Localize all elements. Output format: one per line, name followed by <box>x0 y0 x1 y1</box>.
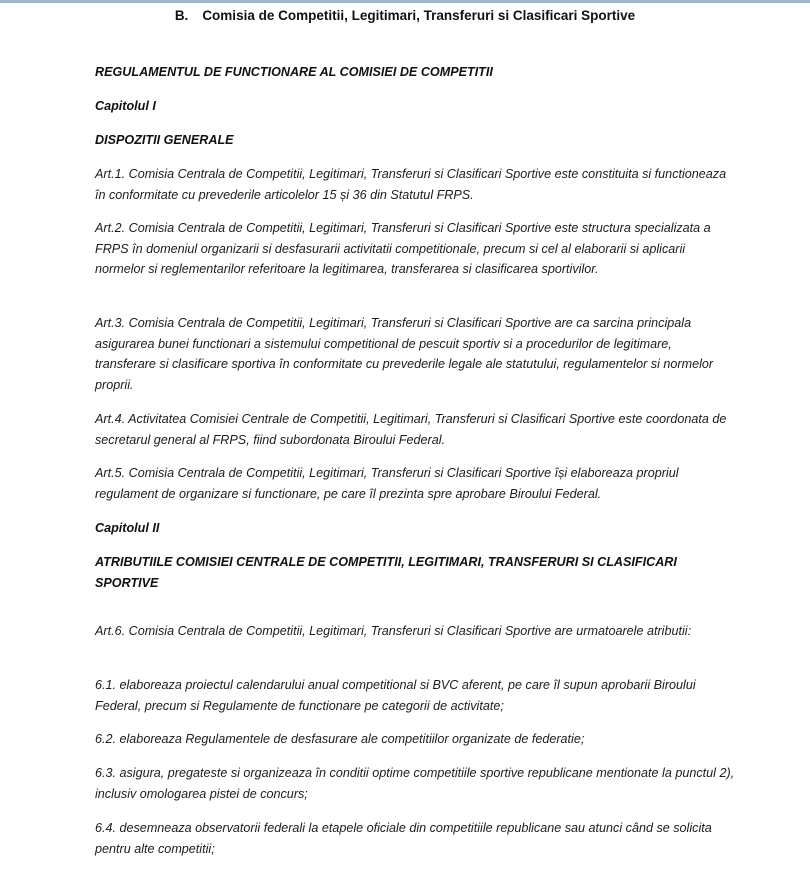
point-6-4 <box>95 818 735 859</box>
article-4-text: Art.4. Activitatea Comisiei Centrale de Competitii, Legitimari, Transferuri si Clasificari Sportive este coordonata de secretarul general al FRPS, fiind subordonata Biroului Federal. <box>95 412 727 447</box>
chapter-1-label: Capitolul I <box>95 99 156 113</box>
article-2-text: Art.2. Comisia Centrala de Competitii, Legitimari, Transferuri si Clasificari Sportive este structura specializata a FRPS în domeniul organizarii si desfasurarii activitatii competitionale, precum si cel al elaborarii si aplicarii normelor si reglementarilor referitoare la legitimarea, transferarea si clasificarea sportivilor. <box>95 221 711 276</box>
section-header <box>0 8 810 23</box>
point-6-3-text: 6.3. asigura, pregateste si organizeaza în conditii optime competitiile sportive republicane mentionate la punctul 2), inclusiv omologarea pistei de concurs; <box>95 766 735 801</box>
section-title: Comisia de Competitii, Legitimari, Transferuri si Clasificari Sportive <box>202 8 636 23</box>
point-6-2-text: 6.2. elaboreaza Regulamentele de desfasurare ale competitiilor organizate de federatie; <box>95 732 585 746</box>
point-6-1 <box>95 675 735 716</box>
chapter-1-heading: DISPOZITII GENERALE <box>95 133 234 147</box>
article-5-text: Art.5. Comisia Centrala de Competitii, Legitimari, Transferuri si Clasificari Sportive își elaboreaza propriul regulament de organizare si functionare, pe care îl prezinta spre aprobare Biroului Federal. <box>95 466 679 501</box>
point-6-1-text: 6.1. elaboreaza proiectul calendarului anual competitional si BVC aferent, pe care îl supun aprobarii Biroului Federal, precum si Regulamente de functionare pe categorii de activitate; <box>95 678 696 713</box>
article-3 <box>95 313 735 395</box>
point-6-3 <box>95 763 735 804</box>
regulament-title: REGULAMENTUL DE FUNCTIONARE AL COMISIEI DE COMPETITII <box>95 65 493 79</box>
section-letter: B. <box>174 8 189 23</box>
article-4 <box>95 409 735 450</box>
article-3-text: Art.3. Comisia Centrala de Competitii, Legitimari, Transferuri si Clasificari Sportive are ca sarcina principala asigurarea bunei functionari a sistemului competitional de pescuit sportiv si a procedurilor de legitimare, transferare si clasificare sportiva în conformitate cu prevederile legale ale statutului, regulamentelor si normelor proprii. <box>95 316 714 392</box>
article-6-text: Art.6. Comisia Centrala de Competitii, Legitimari, Transferuri si Clasificari Sportive are urmatoarele atributii: <box>95 624 692 638</box>
article-1-text: Art.1. Comisia Centrala de Competitii, Legitimari, Transferuri si Clasificari Sportive este constituita si functioneaza în conformitate cu prevederile articolelor 15 și 36 din Statutul FRPS. <box>95 167 727 202</box>
article-1 <box>95 164 735 205</box>
point-6-2 <box>95 729 735 750</box>
article-2 <box>95 218 735 280</box>
point-6-4-text: 6.4. desemneaza observatorii federali la etapele oficiale din competitiile republicane sau atunci când se solicita pentru alte competitii; <box>95 821 712 856</box>
article-6 <box>95 621 735 642</box>
chapter-2-heading: ATRIBUTIILE COMISIEI CENTRALE DE COMPETITII, LEGITIMARI, TRANSFERURI SI CLASIFICARI SPORTIVE <box>95 555 677 590</box>
article-5 <box>95 463 735 504</box>
chapter-2-label: Capitolul II <box>95 521 160 535</box>
